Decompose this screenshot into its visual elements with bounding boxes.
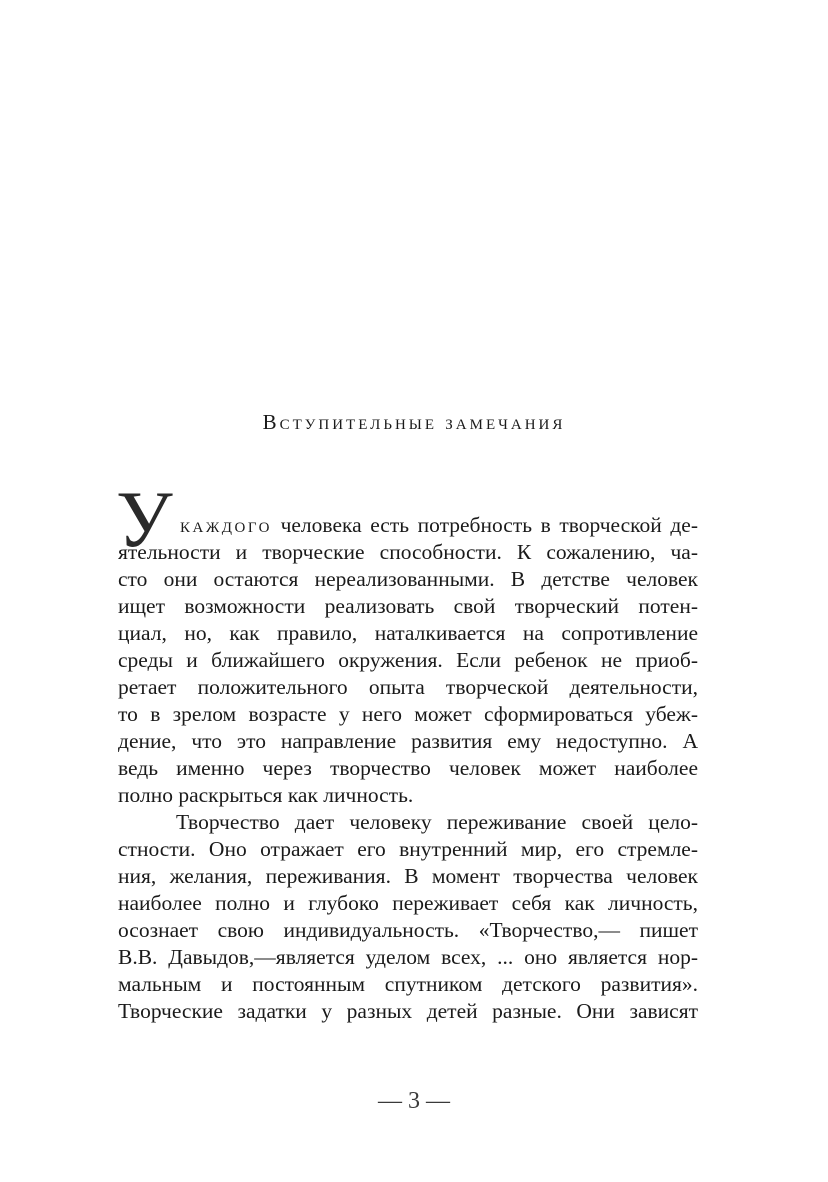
paragraph-2-line-4: наиболее полно и глубоко переживает себя как личность, bbox=[118, 891, 698, 915]
drop-cap: У bbox=[116, 476, 173, 564]
page-number: — 3 — bbox=[378, 1088, 450, 1114]
paragraph-line-4: ищет возможности реализовать свой творческий потен- bbox=[118, 594, 698, 618]
paragraph-2-line-8: Творческие задатки у разных детей разные. Они зависят bbox=[118, 999, 698, 1023]
paragraph-line-3: сто они остаются нереализованными. В детстве человек bbox=[118, 567, 698, 591]
paragraph-2-line-5: осознает свою индивидуальность. «Творчество,— пишет bbox=[118, 918, 698, 942]
paragraph-2-line-1: Творчество дает человеку переживание своей цело- bbox=[176, 810, 698, 834]
paragraph-line-2: ятельности и творческие способности. К сожалению, ча- bbox=[118, 540, 698, 564]
section-heading: Вступительные замечания bbox=[262, 410, 566, 434]
paragraph-line-5: циал, но, как правило, наталкивается на сопротивление bbox=[118, 621, 698, 645]
first-line-rest: человека есть потребность в творческой де- bbox=[280, 513, 698, 537]
paragraph-2-line-2: стности. Оно отражает его внутренний мир, его стремле- bbox=[118, 837, 698, 861]
paragraph-2-line-3: ния, желания, переживания. В момент творчества человек bbox=[118, 864, 698, 888]
paragraph-line-8: то в зрелом возрасте у него может сформироваться убеж- bbox=[118, 702, 698, 726]
paragraph-2-line-7: мальным и постоянным спутником детского развития». bbox=[118, 972, 698, 996]
body-text bbox=[116, 476, 698, 1025]
paragraph-line-7: ретает положительного опыта творческой деятельности, bbox=[118, 675, 698, 699]
paragraph-line-10: ведь именно через творчество человек может наиболее bbox=[118, 756, 698, 780]
paragraph-line-6: среды и ближайшего окружения. Если ребенок не приоб- bbox=[118, 648, 698, 672]
paragraph-2-line-6: В.В. Давыдов,—является уделом всех, ... оно является нор- bbox=[118, 945, 698, 969]
paragraph-line-9: дение, что это направление развития ему недоступно. А bbox=[118, 729, 698, 753]
paragraph-line-11: полно раскрыться как личность. bbox=[118, 783, 414, 807]
first-word: каждого bbox=[180, 513, 272, 537]
paragraph-line-1 bbox=[118, 512, 698, 539]
